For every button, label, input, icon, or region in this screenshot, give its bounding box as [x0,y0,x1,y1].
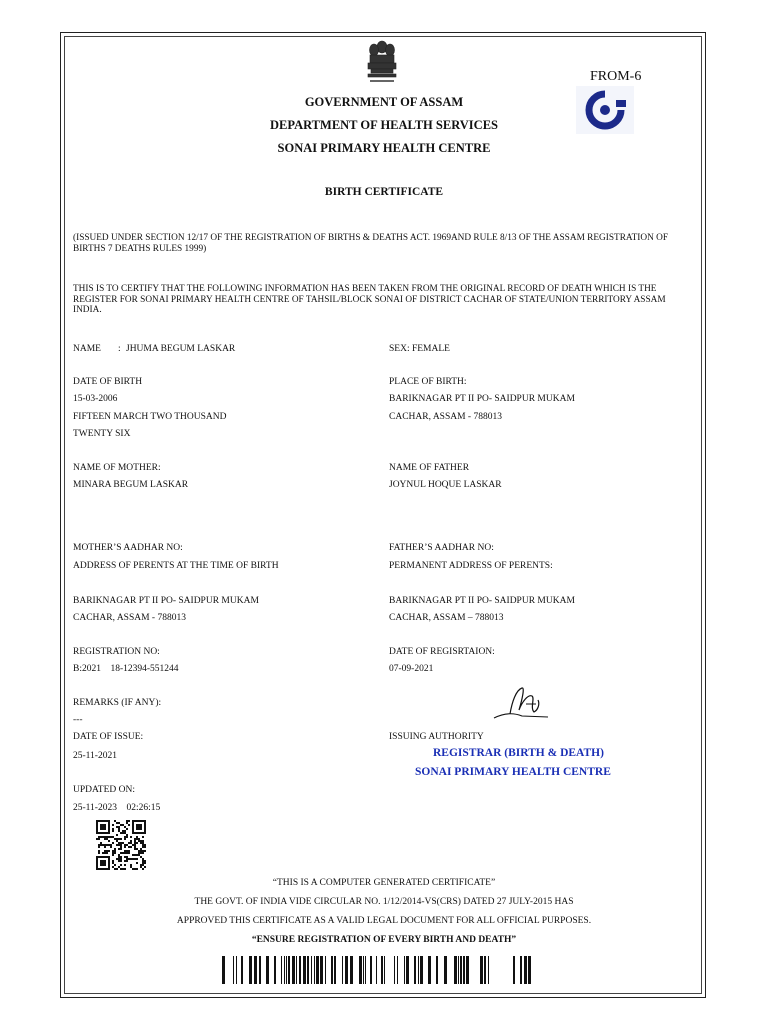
footer-computer-generated: “THIS IS A COMPUTER GENERATED CERTIFICATE” [272,878,496,888]
pob-line1: BARIKNAGAR PT II PO- SAIDPUR MUKAM [389,394,575,404]
remarks-value: --- [73,715,83,725]
department-heading: DEPARTMENT OF HEALTH SERVICES [270,118,498,132]
permanent-address-label: PERMANENT ADDRESS OF PERENTS: [389,561,553,571]
registration-date-value: 07-09-2021 [389,664,434,674]
dob-label: DATE OF BIRTH [73,377,143,387]
name-separator: : [118,344,121,354]
footer-ensure-registration: “ENSURE REGISTRATION OF EVERY BIRTH AND DEATH” [251,935,517,945]
mother-name-value: MINARA BEGUM LASKAR [73,480,189,490]
address-at-birth-line1: BARIKNAGAR PT II PO- SAIDPUR MUKAM [73,596,259,606]
address-at-birth-line2: CACHAR, ASSAM - 788013 [73,613,186,623]
father-name-value: JOYNUL HOQUE LASKAR [389,480,502,490]
certify-text: THIS IS TO CERTIFY THAT THE FOLLOWING INFORMATION HAS BEEN TAKEN FROM THE ORIGINAL RECORD OF DEATH WHICH IS THE REGISTER FOR SONAI PRIMARY HEALTH CENTRE OF TAHSIL/BLOCK SONAI OF DISTRICT CACHAR OF STATE/UNION TERRITORY ASSAM INDIA. [73,284,666,315]
dob-value: 15-03-2006 [73,394,118,404]
mother-name-label: NAME OF MOTHER: [73,463,161,473]
barcode [222,956,536,984]
remarks-label: REMARKS (IF ANY): [73,698,162,708]
registration-no-label: REGISTRATION NO: [73,647,160,657]
address-at-birth-label: ADDRESS OF PERENTS AT THE TIME OF BIRTH [73,561,279,571]
issued-under-text: (ISSUED UNDER SECTION 12/17 OF THE REGISTRATION OF BIRTHS & DEATHS ACT. 1969AND RULE 8/13 OF THE ASSAM REGISTRATION OF BIRTHS 7 DEATHS RULES 1999) [73,233,668,254]
father-name-label: NAME OF FATHER [389,463,470,473]
form-number-label: FROM-6 [590,69,642,84]
pob-line2: CACHAR, ASSAM - 788013 [389,412,502,422]
certificate-title: BIRTH CERTIFICATE [324,186,444,198]
government-heading: GOVERNMENT OF ASSAM [304,95,464,109]
registration-no-value: B:2021 18-12394-551244 [73,664,179,674]
state-emblem-icon [362,38,402,88]
footer-approval-line: APPROVED THIS CERTIFICATE AS A VALID LEGAL DOCUMENT FOR ALL OFFICIAL PURPOSES. [176,916,592,926]
issuing-authority-label: ISSUING AUTHORITY [389,732,484,742]
certificate-inner-border [64,36,702,994]
father-aadhar-label: FATHER’S AADHAR NO: [389,543,494,553]
updated-on-label: UPDATED ON: [73,785,136,795]
pob-label: PLACE OF BIRTH: [389,377,467,387]
sex-field: SEX: FEMALE [389,344,450,354]
dob-words-line1: FIFTEEN MARCH TWO THOUSAND [73,412,227,422]
qr-code [96,820,146,870]
name-value: JHUMA BEGUM LASKAR [126,344,236,354]
registration-date-label: DATE OF REGISRTAION: [389,647,495,657]
registrar-centre: SONAI PRIMARY HEALTH CENTRE [415,766,611,778]
permanent-address-line1: BARIKNAGAR PT II PO- SAIDPUR MUKAM [389,596,575,606]
registrar-title: REGISTRAR (BIRTH & DEATH) [433,747,604,759]
updated-on-value: 25-11-2023 02:26:15 [73,803,161,813]
dob-words-line2: TWENTY SIX [73,429,131,439]
issue-date-value: 25-11-2021 [73,751,117,761]
mother-aadhar-label: MOTHER’S AADHAR NO: [73,543,183,553]
name-label: NAME [73,344,101,354]
permanent-address-line2: CACHAR, ASSAM – 788013 [389,613,504,623]
centre-heading: SONAI PRIMARY HEALTH CENTRE [277,141,491,155]
registrar-signature [492,684,554,724]
footer-circular-line: THE GOVT. OF INDIA VIDE CIRCULAR NO. 1/12/2014-VS(CRS) DATED 27 JULY-2015 HAS [194,897,574,907]
issue-date-label: DATE OF ISSUE: [73,732,144,742]
